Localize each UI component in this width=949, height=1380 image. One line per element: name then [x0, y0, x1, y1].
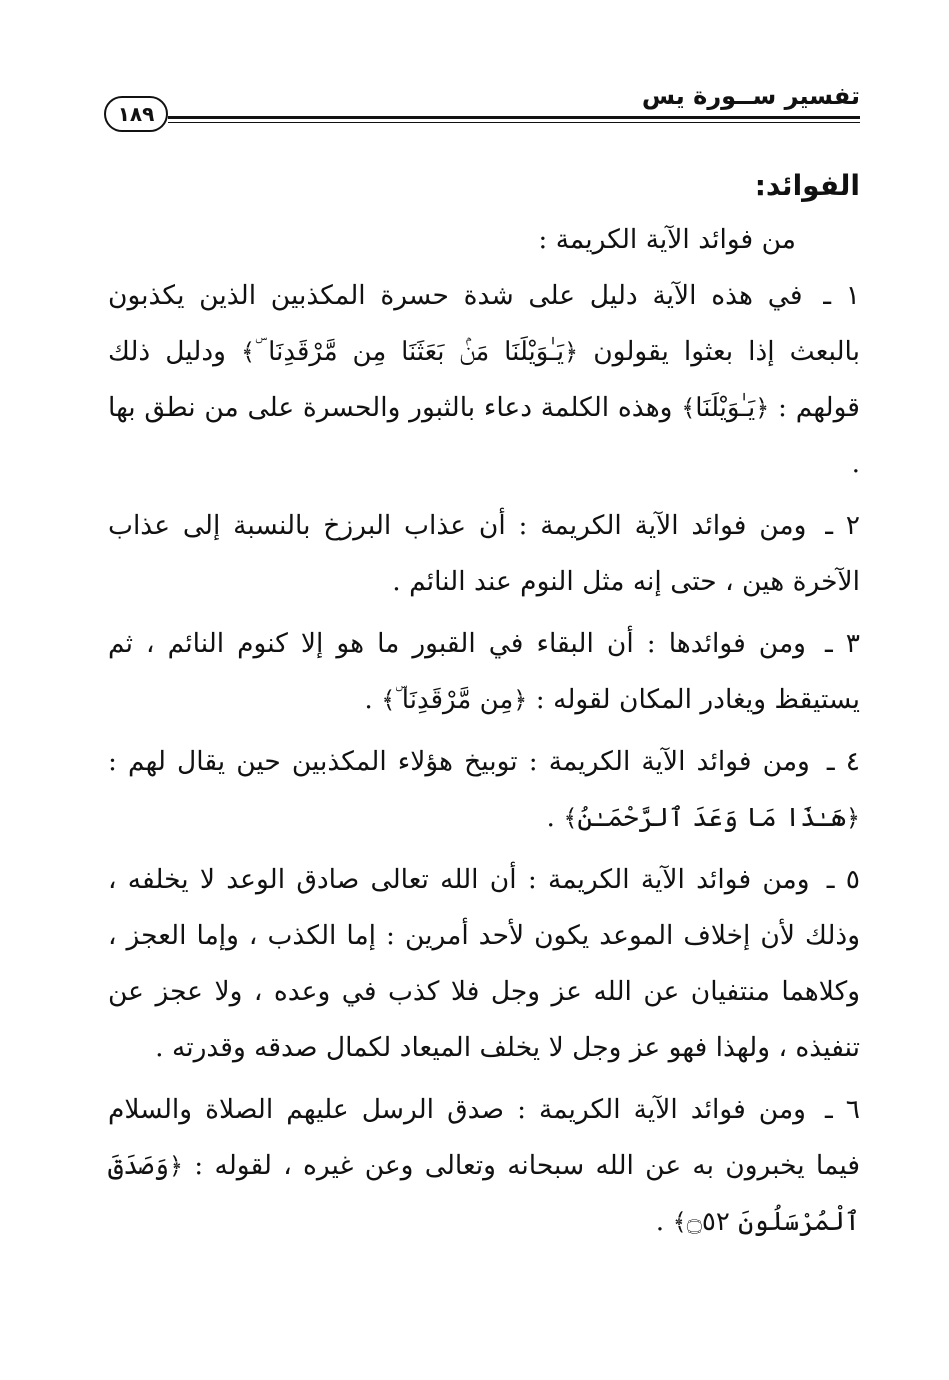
item-text: ومن فوائد الآية الكريمة : توبيخ هؤلاء المكذبين حين يقال لهم :	[108, 746, 810, 777]
page-body	[108, 160, 860, 1256]
intro-line: من فوائد الآية الكريمة :	[538, 224, 796, 255]
quran-quote: ﴿مِن مَّرْقَدِنَا ۜ﴾	[381, 685, 528, 715]
item-number: ٣ ـ	[824, 628, 860, 659]
benefit-item-6	[108, 1082, 860, 1250]
item-number: ٤ ـ	[826, 746, 860, 777]
quran-quote: ﴿وَصَدَقَ ٱلْمُرْسَلُونَ ۝٥٢﴾	[108, 1151, 860, 1237]
running-title: تفسير ســورة يس	[641, 82, 860, 110]
benefit-item-1	[108, 268, 860, 492]
item-text: ومن فوائد الآية الكريمة : صدق الرسل عليهم الصلاة والسلام فيما يخبرون به عن الله سبحانه وتعالى وعن غيره ، لقوله :	[108, 1094, 860, 1181]
benefit-item-4	[108, 734, 860, 846]
page-header	[100, 76, 860, 136]
item-number: ٢ ـ	[825, 510, 860, 541]
item-text: ومن فوائد الآية الكريمة : أن عذاب البرزخ بالنسبة إلى عذاب الآخرة هين ، حتى إنه مثل النوم عند النائم .	[108, 510, 860, 597]
section-heading: الفوائد:	[754, 169, 860, 202]
benefit-item-5	[108, 852, 860, 1076]
benefit-item-3	[108, 616, 860, 728]
item-text: .	[655, 1206, 665, 1237]
quran-quote: ﴿يَـٰوَيْلَنَا﴾	[681, 393, 770, 423]
header-rule	[168, 116, 860, 123]
item-text: في هذه الآية دليل على شدة حسرة المكذبين الذين يكذبون بالبعث إذا بعثوا يقولون	[108, 280, 861, 367]
item-text: .	[364, 684, 373, 715]
quran-quote: ﴿هَـٰذَا مَا وَعَدَ ٱلرَّحْمَـٰنُ﴾	[563, 803, 860, 833]
item-text: .	[546, 802, 555, 833]
item-number: ١ ـ	[823, 280, 860, 311]
item-text: وهذه الكلمة دعاء بالثبور والحسرة على من نطق بها .	[108, 392, 860, 479]
page-number: ١٨٩	[104, 96, 168, 132]
quran-quote: ﴿يَـٰوَيْلَنَا مَنۢ بَعَثَنَا مِن مَّرْقَدِنَا ۜ﴾	[241, 337, 579, 367]
item-text: ومن فوائدها : أن البقاء في القبور ما هو إلا كنوم النائم ، ثم يستيقظ ويغادر المكان لقوله :	[108, 628, 860, 715]
item-number: ٦ ـ	[824, 1094, 860, 1125]
item-number: ٥ ـ	[826, 864, 860, 895]
item-text: ومن فوائد الآية الكريمة : أن الله تعالى صادق الوعد لا يخلفه ، وذلك لأن إخلاف الموعد يكون لأحد أمرين : إما الكذب ، وإما العجز ، وكلاهما منتفيان عن الله عز وجل فلا كذب في وعده ، ولا عجز عن تنفيذه ، ولهذا فهو عز وجل لا يخلف الميعاد لكمال صدقه وقدرته .	[108, 864, 860, 1063]
item-text: ودليل ذلك قولهم :	[108, 336, 860, 423]
benefit-item-2	[108, 498, 860, 610]
